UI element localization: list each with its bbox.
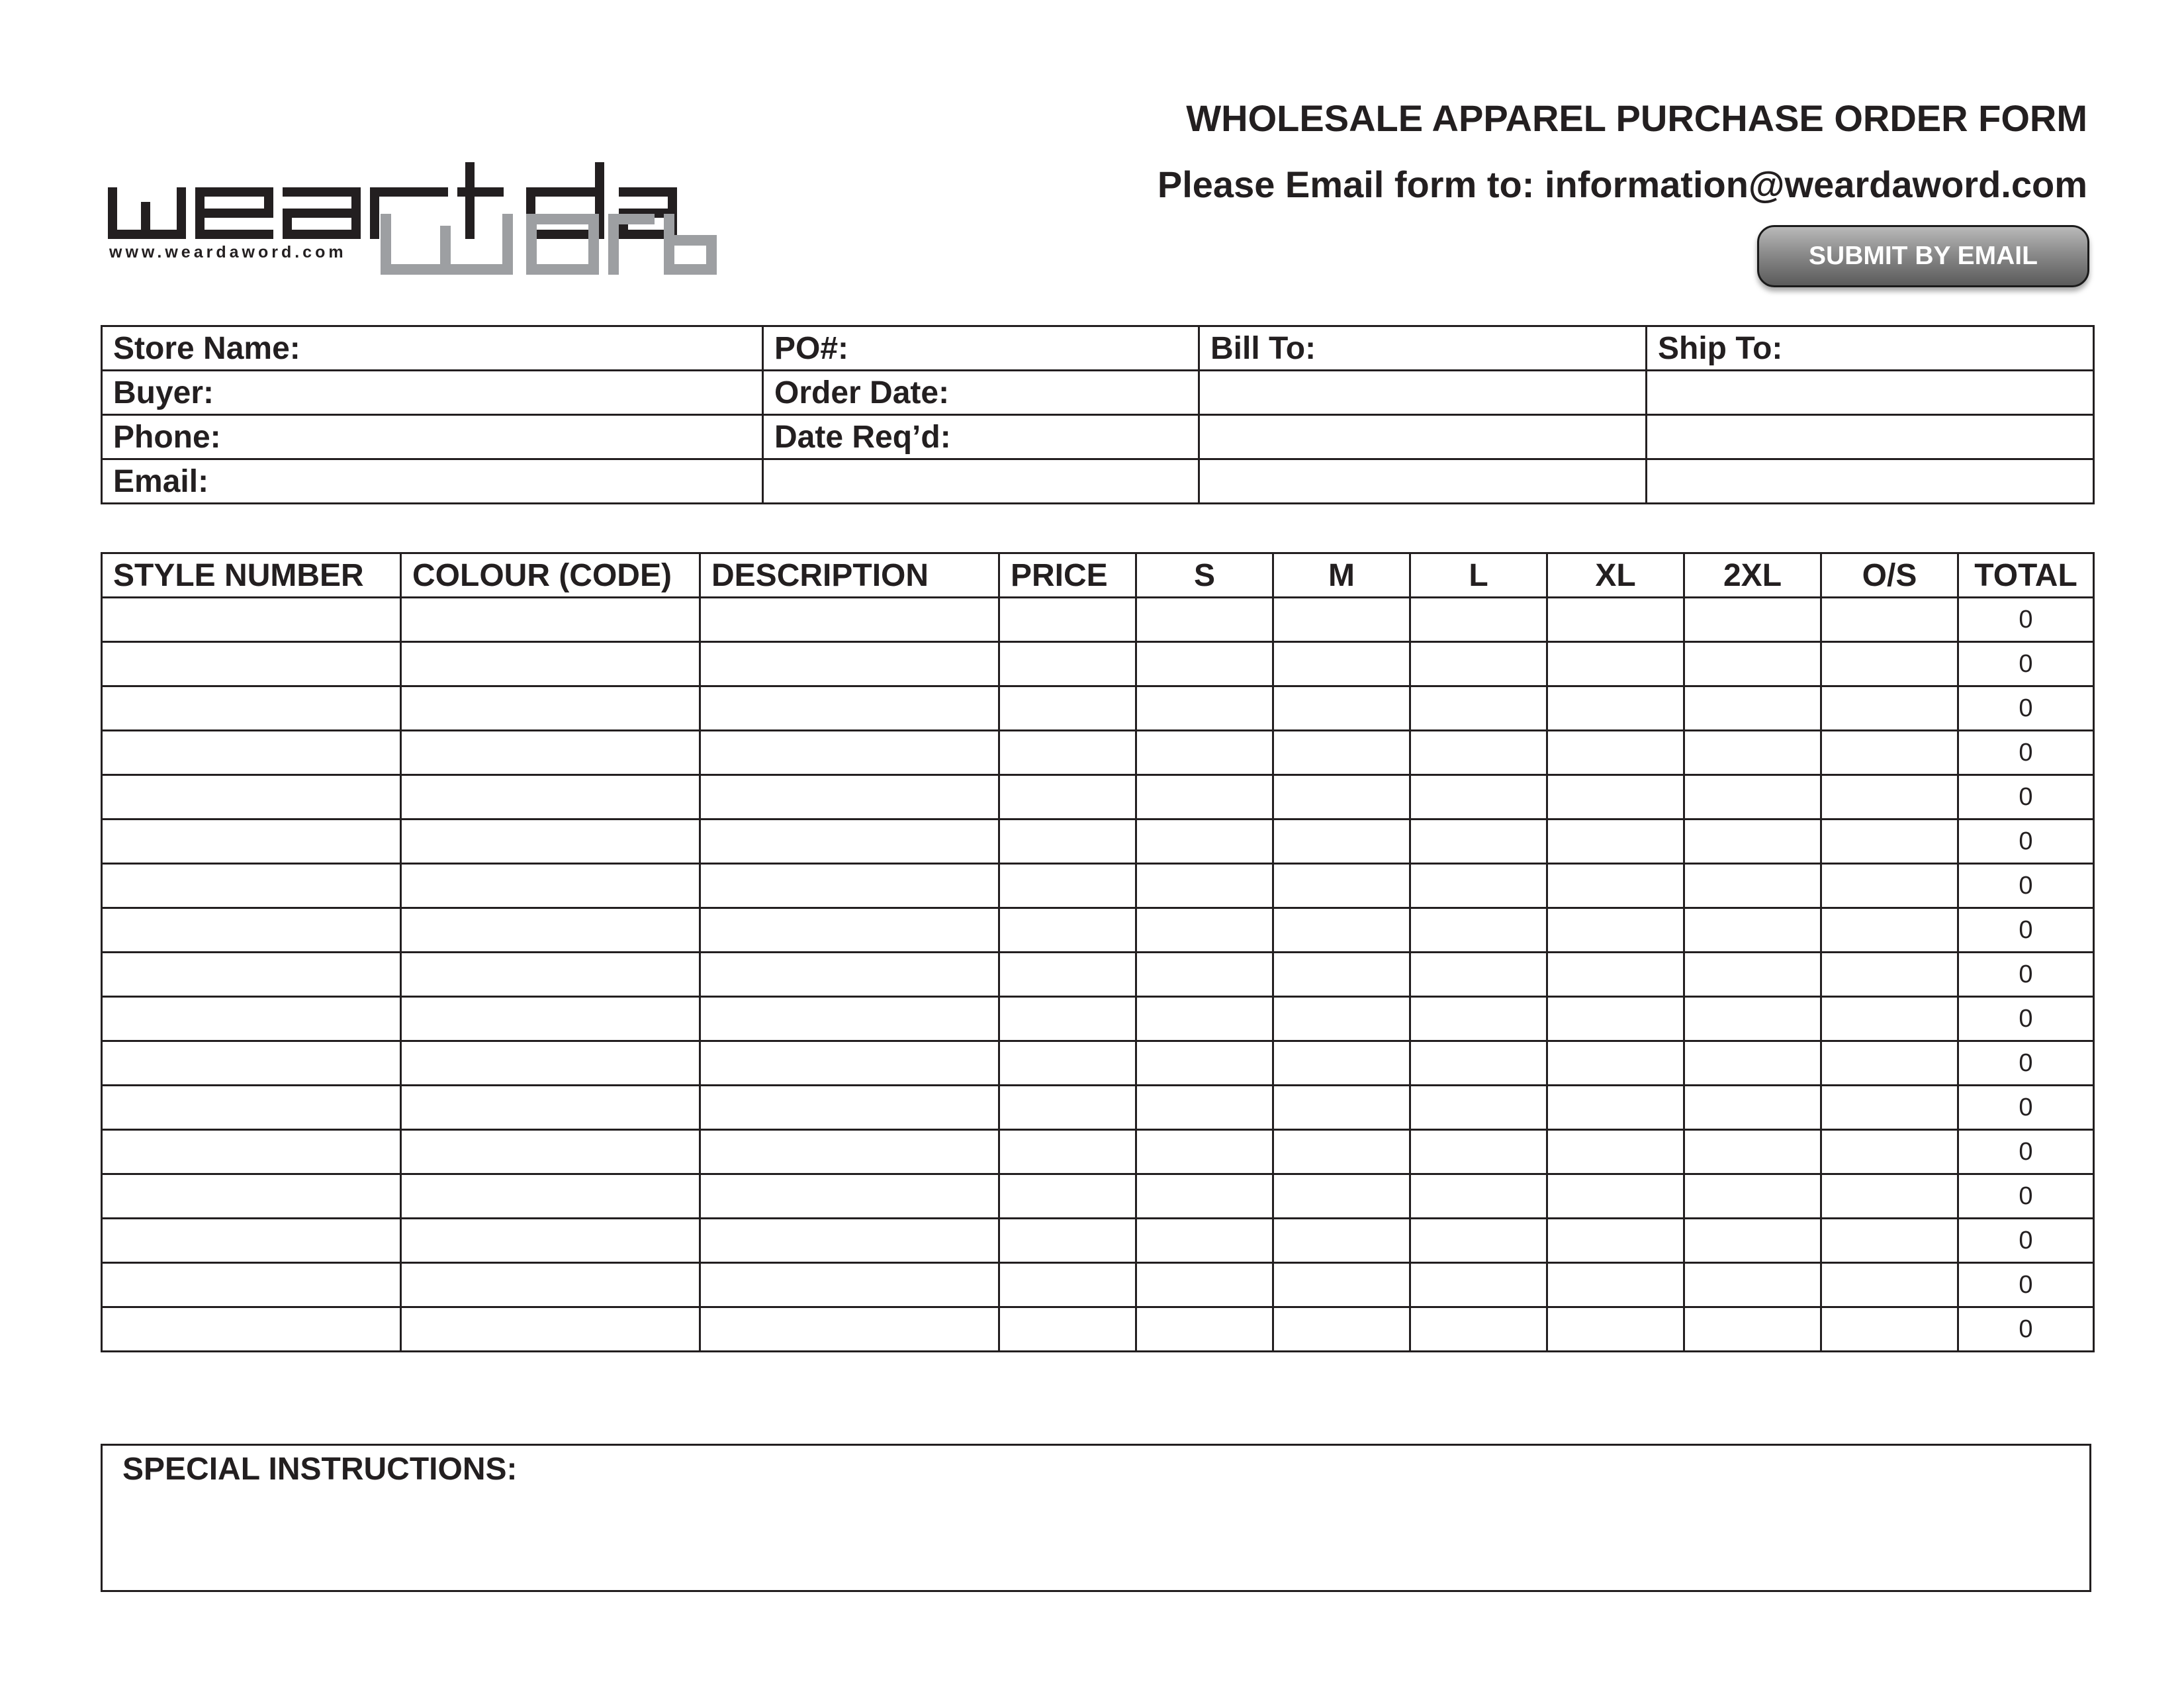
table-row xyxy=(102,1086,2094,1130)
qty-l-cell[interactable] xyxy=(1410,1041,1547,1086)
qty-os-cell[interactable] xyxy=(1821,820,1958,864)
qty-2xl-cell[interactable] xyxy=(1684,1219,1821,1263)
qty-m-cell[interactable] xyxy=(1273,598,1410,642)
qty-m-cell[interactable] xyxy=(1273,908,1410,953)
qty-s-cell[interactable] xyxy=(1136,598,1273,642)
qty-l-cell[interactable] xyxy=(1410,1086,1547,1130)
qty-os-cell[interactable] xyxy=(1821,997,1958,1041)
style-number-cell[interactable] xyxy=(102,1041,401,1086)
bill-to-line-4[interactable] xyxy=(1199,459,1647,504)
qty-os-cell[interactable] xyxy=(1821,1307,1958,1352)
row-total-cell: 0 xyxy=(1958,997,2094,1041)
style-number-cell[interactable] xyxy=(102,1174,401,1219)
qty-s-cell[interactable] xyxy=(1136,686,1273,731)
qty-m-cell[interactable] xyxy=(1273,731,1410,775)
brand-logo xyxy=(103,162,718,281)
col-style-number: STYLE NUMBER xyxy=(102,553,401,598)
qty-os-cell[interactable] xyxy=(1821,1263,1958,1307)
style-number-cell[interactable] xyxy=(102,820,401,864)
style-number-cell[interactable] xyxy=(102,642,401,686)
qty-m-cell[interactable] xyxy=(1273,686,1410,731)
qty-l-cell[interactable] xyxy=(1410,1307,1547,1352)
style-number-cell[interactable] xyxy=(102,731,401,775)
qty-s-cell[interactable] xyxy=(1136,953,1273,997)
qty-m-cell[interactable] xyxy=(1273,1041,1410,1086)
colour-code-cell[interactable] xyxy=(401,775,700,820)
description-cell[interactable] xyxy=(700,1086,999,1130)
description-cell[interactable] xyxy=(700,642,999,686)
style-number-cell[interactable] xyxy=(102,953,401,997)
qty-xl-cell[interactable] xyxy=(1547,1219,1684,1263)
qty-s-cell[interactable] xyxy=(1136,642,1273,686)
col-price: PRICE xyxy=(999,553,1136,598)
colour-code-cell[interactable] xyxy=(401,1086,700,1130)
submit-by-email-button[interactable]: SUBMIT BY EMAIL xyxy=(1757,225,2089,287)
qty-2xl-cell[interactable] xyxy=(1684,731,1821,775)
row-total-cell: 0 xyxy=(1958,908,2094,953)
description-cell[interactable] xyxy=(700,953,999,997)
description-cell[interactable] xyxy=(700,1174,999,1219)
row-total-cell: 0 xyxy=(1958,1041,2094,1086)
qty-l-cell[interactable] xyxy=(1410,1174,1547,1219)
price-cell[interactable] xyxy=(999,1219,1136,1263)
price-cell[interactable] xyxy=(999,908,1136,953)
qty-2xl-cell[interactable] xyxy=(1684,1307,1821,1352)
qty-2xl-cell[interactable] xyxy=(1684,953,1821,997)
qty-2xl-cell[interactable] xyxy=(1684,598,1821,642)
qty-xl-cell[interactable] xyxy=(1547,1130,1684,1174)
bill-to-field[interactable]: Bill To: xyxy=(1199,326,1647,371)
qty-xl-cell[interactable] xyxy=(1547,731,1684,775)
qty-xl-cell[interactable] xyxy=(1547,1263,1684,1307)
col-description: DESCRIPTION xyxy=(700,553,999,598)
qty-m-cell[interactable] xyxy=(1273,1130,1410,1174)
qty-xl-cell[interactable] xyxy=(1547,820,1684,864)
description-cell[interactable] xyxy=(700,1130,999,1174)
col-size-2xl: 2XL xyxy=(1684,553,1821,598)
qty-os-cell[interactable] xyxy=(1821,1041,1958,1086)
qty-xl-cell[interactable] xyxy=(1547,1307,1684,1352)
row-total-cell: 0 xyxy=(1958,1086,2094,1130)
description-cell[interactable] xyxy=(700,997,999,1041)
price-cell[interactable] xyxy=(999,1086,1136,1130)
qty-l-cell[interactable] xyxy=(1410,686,1547,731)
qty-s-cell[interactable] xyxy=(1136,1086,1273,1130)
qty-l-cell[interactable] xyxy=(1410,1263,1547,1307)
qty-xl-cell[interactable] xyxy=(1547,1174,1684,1219)
row-total-cell: 0 xyxy=(1958,731,2094,775)
qty-xl-cell[interactable] xyxy=(1547,598,1684,642)
qty-m-cell[interactable] xyxy=(1273,953,1410,997)
description-cell[interactable] xyxy=(700,686,999,731)
price-cell[interactable] xyxy=(999,775,1136,820)
table-row xyxy=(102,686,2094,731)
qty-os-cell[interactable] xyxy=(1821,775,1958,820)
style-number-cell[interactable] xyxy=(102,908,401,953)
colour-code-cell[interactable] xyxy=(401,864,700,908)
bill-to-line-2[interactable] xyxy=(1199,371,1647,415)
date-required-field[interactable]: Date Req’d: xyxy=(763,415,1199,459)
qty-2xl-cell[interactable] xyxy=(1684,1041,1821,1086)
ship-to-line-4[interactable] xyxy=(1647,459,2094,504)
colour-code-cell[interactable] xyxy=(401,820,700,864)
table-row xyxy=(102,1219,2094,1263)
price-cell[interactable] xyxy=(999,1263,1136,1307)
colour-code-cell[interactable] xyxy=(401,1130,700,1174)
style-number-cell[interactable] xyxy=(102,686,401,731)
qty-2xl-cell[interactable] xyxy=(1684,642,1821,686)
qty-m-cell[interactable] xyxy=(1273,820,1410,864)
qty-l-cell[interactable] xyxy=(1410,908,1547,953)
qty-s-cell[interactable] xyxy=(1136,1130,1273,1174)
description-cell[interactable] xyxy=(700,775,999,820)
qty-os-cell[interactable] xyxy=(1821,1086,1958,1130)
qty-os-cell[interactable] xyxy=(1821,864,1958,908)
po-number-field[interactable]: PO#: xyxy=(763,326,1199,371)
style-number-cell[interactable] xyxy=(102,598,401,642)
qty-2xl-cell[interactable] xyxy=(1684,997,1821,1041)
order-items-table xyxy=(101,552,2095,1352)
description-cell[interactable] xyxy=(700,731,999,775)
row-total-cell: 0 xyxy=(1958,1263,2094,1307)
qty-xl-cell[interactable] xyxy=(1547,908,1684,953)
qty-xl-cell[interactable] xyxy=(1547,642,1684,686)
email-field[interactable]: Email: xyxy=(102,459,763,504)
qty-s-cell[interactable] xyxy=(1136,997,1273,1041)
colour-code-cell[interactable] xyxy=(401,997,700,1041)
price-cell[interactable] xyxy=(999,864,1136,908)
order-date-field[interactable]: Order Date: xyxy=(763,371,1199,415)
table-row xyxy=(102,820,2094,864)
col-size-s: S xyxy=(1136,553,1273,598)
qty-l-cell[interactable] xyxy=(1410,731,1547,775)
qty-l-cell[interactable] xyxy=(1410,1130,1547,1174)
price-cell[interactable] xyxy=(999,598,1136,642)
qty-xl-cell[interactable] xyxy=(1547,953,1684,997)
row-total-cell: 0 xyxy=(1958,820,2094,864)
qty-2xl-cell[interactable] xyxy=(1684,864,1821,908)
col-total: TOTAL xyxy=(1958,553,2094,598)
qty-2xl-cell[interactable] xyxy=(1684,1130,1821,1174)
logo-mark xyxy=(103,162,718,281)
phone-field[interactable]: Phone: xyxy=(102,415,763,459)
ship-to-line-3[interactable] xyxy=(1647,415,2094,459)
colour-code-cell[interactable] xyxy=(401,642,700,686)
qty-2xl-cell[interactable] xyxy=(1684,820,1821,864)
price-cell[interactable] xyxy=(999,953,1136,997)
qty-2xl-cell[interactable] xyxy=(1684,1263,1821,1307)
style-number-cell[interactable] xyxy=(102,1307,401,1352)
qty-s-cell[interactable] xyxy=(1136,820,1273,864)
qty-os-cell[interactable] xyxy=(1821,908,1958,953)
qty-s-cell[interactable] xyxy=(1136,1041,1273,1086)
qty-xl-cell[interactable] xyxy=(1547,775,1684,820)
colour-code-cell[interactable] xyxy=(401,1307,700,1352)
colour-code-cell[interactable] xyxy=(401,1263,700,1307)
colour-code-cell[interactable] xyxy=(401,1174,700,1219)
qty-l-cell[interactable] xyxy=(1410,642,1547,686)
row-total-cell: 0 xyxy=(1958,598,2094,642)
row-total-cell: 0 xyxy=(1958,1219,2094,1263)
table-row xyxy=(102,1041,2094,1086)
row-total-cell: 0 xyxy=(1958,1174,2094,1219)
qty-l-cell[interactable] xyxy=(1410,953,1547,997)
style-number-cell[interactable] xyxy=(102,1086,401,1130)
table-row xyxy=(102,864,2094,908)
price-cell[interactable] xyxy=(999,1174,1136,1219)
description-cell[interactable] xyxy=(700,864,999,908)
qty-s-cell[interactable] xyxy=(1136,1219,1273,1263)
qty-m-cell[interactable] xyxy=(1273,1219,1410,1263)
qty-s-cell[interactable] xyxy=(1136,1263,1273,1307)
style-number-cell[interactable] xyxy=(102,1219,401,1263)
price-cell[interactable] xyxy=(999,1307,1136,1352)
row-total-cell: 0 xyxy=(1958,686,2094,731)
special-instructions-box[interactable] xyxy=(101,1444,2091,1592)
colour-code-cell[interactable] xyxy=(401,1219,700,1263)
style-number-cell[interactable] xyxy=(102,1263,401,1307)
qty-m-cell[interactable] xyxy=(1273,1307,1410,1352)
table-row xyxy=(102,775,2094,820)
colour-code-cell[interactable] xyxy=(401,953,700,997)
email-instruction: Please Email form to: information@weardaword.com xyxy=(1157,164,2087,205)
style-number-cell[interactable] xyxy=(102,997,401,1041)
table-row xyxy=(102,642,2094,686)
logo-url: www.weardaword.com xyxy=(109,243,347,261)
col-size-m: M xyxy=(1273,553,1410,598)
info-blank-cell[interactable] xyxy=(763,459,1199,504)
qty-l-cell[interactable] xyxy=(1410,864,1547,908)
qty-2xl-cell[interactable] xyxy=(1684,1174,1821,1219)
qty-xl-cell[interactable] xyxy=(1547,864,1684,908)
col-size-xl: XL xyxy=(1547,553,1684,598)
row-total-cell: 0 xyxy=(1958,642,2094,686)
price-cell[interactable] xyxy=(999,686,1136,731)
description-cell[interactable] xyxy=(700,1307,999,1352)
qty-l-cell[interactable] xyxy=(1410,775,1547,820)
table-row xyxy=(102,1130,2094,1174)
ship-to-line-2[interactable] xyxy=(1647,371,2094,415)
qty-s-cell[interactable] xyxy=(1136,908,1273,953)
row-total-cell: 0 xyxy=(1958,953,2094,997)
row-total-cell: 0 xyxy=(1958,1307,2094,1352)
table-row xyxy=(102,1307,2094,1352)
qty-xl-cell[interactable] xyxy=(1547,1041,1684,1086)
qty-os-cell[interactable] xyxy=(1821,686,1958,731)
description-cell[interactable] xyxy=(700,1263,999,1307)
special-instructions-label: SPECIAL INSTRUCTIONS: xyxy=(122,1452,518,1487)
qty-m-cell[interactable] xyxy=(1273,1263,1410,1307)
qty-xl-cell[interactable] xyxy=(1547,997,1684,1041)
order-header-row xyxy=(102,553,2094,598)
qty-l-cell[interactable] xyxy=(1410,820,1547,864)
qty-os-cell[interactable] xyxy=(1821,1219,1958,1263)
qty-2xl-cell[interactable] xyxy=(1684,686,1821,731)
qty-m-cell[interactable] xyxy=(1273,864,1410,908)
description-cell[interactable] xyxy=(700,1041,999,1086)
col-colour-code: COLOUR (CODE) xyxy=(401,553,700,598)
col-size-l: L xyxy=(1410,553,1547,598)
qty-os-cell[interactable] xyxy=(1821,1130,1958,1174)
ship-to-field[interactable]: Ship To: xyxy=(1647,326,2094,371)
description-cell[interactable] xyxy=(700,1219,999,1263)
qty-s-cell[interactable] xyxy=(1136,775,1273,820)
qty-s-cell[interactable] xyxy=(1136,864,1273,908)
qty-m-cell[interactable] xyxy=(1273,642,1410,686)
style-number-cell[interactable] xyxy=(102,775,401,820)
bill-to-line-3[interactable] xyxy=(1199,415,1647,459)
price-cell[interactable] xyxy=(999,1130,1136,1174)
order-rows xyxy=(102,598,2094,1352)
price-cell[interactable] xyxy=(999,1041,1136,1086)
price-cell[interactable] xyxy=(999,820,1136,864)
style-number-cell[interactable] xyxy=(102,1130,401,1174)
description-cell[interactable] xyxy=(700,820,999,864)
qty-os-cell[interactable] xyxy=(1821,598,1958,642)
qty-m-cell[interactable] xyxy=(1273,1174,1410,1219)
qty-2xl-cell[interactable] xyxy=(1684,908,1821,953)
qty-m-cell[interactable] xyxy=(1273,775,1410,820)
description-cell[interactable] xyxy=(700,598,999,642)
colour-code-cell[interactable] xyxy=(401,908,700,953)
qty-s-cell[interactable] xyxy=(1136,1307,1273,1352)
table-row xyxy=(102,997,2094,1041)
colour-code-cell[interactable] xyxy=(401,598,700,642)
store-name-field[interactable]: Store Name: xyxy=(102,326,763,371)
qty-2xl-cell[interactable] xyxy=(1684,775,1821,820)
form-title: WHOLESALE APPAREL PURCHASE ORDER FORM xyxy=(1186,97,2087,139)
qty-s-cell[interactable] xyxy=(1136,731,1273,775)
qty-2xl-cell[interactable] xyxy=(1684,1086,1821,1130)
qty-os-cell[interactable] xyxy=(1821,642,1958,686)
qty-m-cell[interactable] xyxy=(1273,997,1410,1041)
row-total-cell: 0 xyxy=(1958,775,2094,820)
table-row xyxy=(102,731,2094,775)
buyer-field[interactable]: Buyer: xyxy=(102,371,763,415)
price-cell[interactable] xyxy=(999,997,1136,1041)
colour-code-cell[interactable] xyxy=(401,1041,700,1086)
table-row xyxy=(102,1263,2094,1307)
qty-m-cell[interactable] xyxy=(1273,1086,1410,1130)
qty-l-cell[interactable] xyxy=(1410,997,1547,1041)
table-row xyxy=(102,598,2094,642)
qty-os-cell[interactable] xyxy=(1821,731,1958,775)
table-row xyxy=(102,1174,2094,1219)
qty-l-cell[interactable] xyxy=(1410,1219,1547,1263)
price-cell[interactable] xyxy=(999,731,1136,775)
qty-os-cell[interactable] xyxy=(1821,953,1958,997)
qty-s-cell[interactable] xyxy=(1136,1174,1273,1219)
qty-xl-cell[interactable] xyxy=(1547,686,1684,731)
col-size-os: O/S xyxy=(1821,553,1958,598)
table-row xyxy=(102,953,2094,997)
description-cell[interactable] xyxy=(700,908,999,953)
colour-code-cell[interactable] xyxy=(401,731,700,775)
qty-os-cell[interactable] xyxy=(1821,1174,1958,1219)
order-info-table xyxy=(101,325,2095,504)
qty-l-cell[interactable] xyxy=(1410,598,1547,642)
qty-xl-cell[interactable] xyxy=(1547,1086,1684,1130)
row-total-cell: 0 xyxy=(1958,864,2094,908)
style-number-cell[interactable] xyxy=(102,864,401,908)
colour-code-cell[interactable] xyxy=(401,686,700,731)
price-cell[interactable] xyxy=(999,642,1136,686)
row-total-cell: 0 xyxy=(1958,1130,2094,1174)
table-row xyxy=(102,908,2094,953)
